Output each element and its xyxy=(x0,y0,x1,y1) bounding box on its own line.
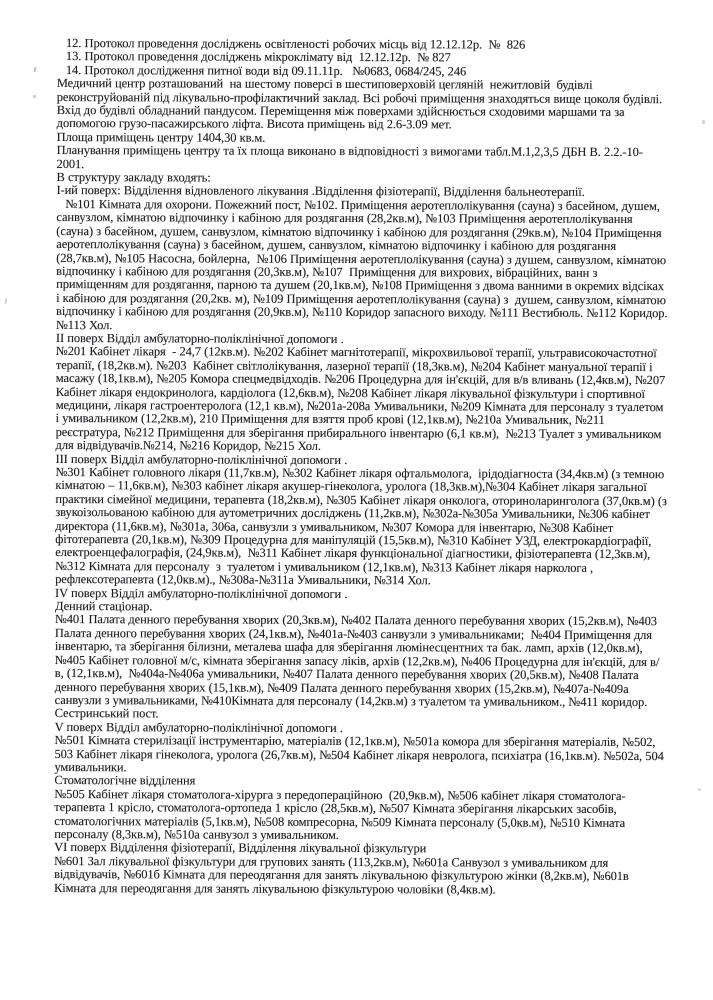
floor-6-heading: VI поверх Відділення фізіотерапії, Відділення лікувальної фізкультури xyxy=(54,840,427,856)
protocol-item-12: 12. Протокол проведення досліджень освітленості робочих місць від 12.12.12р. № 826 xyxy=(65,36,526,52)
document-body xyxy=(54,37,669,897)
building-description: Медичний центр розташований на шестому поверсі в шестиповерховій цегляній нежитловій будівлі реконструйованій під лікувально-профілактичний заклад. Всі робочі приміщення знаходяться вище цоколя будівлі. Вхід до будівлі обладнаний пандусом. Переміщення між поверхами здійснюється сходовими маршами та за допомогою грузо-пасажирського ліфта. Висота приміщень від 2.6-3.09 мет. xyxy=(56,76,666,132)
planning-compliance: Планування приміщень центру та їх площа виконано в відповідності з вимогами табл.М.1,2,3,5 ДБН В. 2.2.-10-2001. xyxy=(56,143,643,171)
dental-rooms: №505 Кабінет лікаря стоматолога-хірурга з передопераційною (20,9кв.м), №506 кабінет лікаря стоматолога-терапевта 1 крісло, стоматолога-ортопеда 1 крісло (28,5кв.м), №507 Кімната зберігання лікарських засобів, стоматологічних матеріалів (5,1кв.м), №508 компресорна, №509 Кімната персоналу (5,0кв.м), №510 Кімната персоналу (8,3кв.м), №510а санвузол з умивальником. xyxy=(54,786,629,842)
scan-speck xyxy=(33,95,36,98)
floor-5-rooms: №501 Кімната стерилізації інструментарію, матеріалів (12,1кв.м), №501а комора для зберігання матеріалів, №502, 503 Кабінет лікаря гінеколога, уролога (26,7кв.м), №504 Кабінет лікаря невролога, психіатра (16,1кв.м). №502а, 504 умивальники. xyxy=(54,733,668,775)
scan-speck xyxy=(702,120,705,124)
floor-6-rooms: №601 Зал лікувальної фізкультури для групових занять (113,2кв.м), №601а Санвузол з умивальником для відвідувачів, №601б Кімната для переодягання для занять лікувальною фізкультурою жінки (8,2кв.м), №601в Кімната для переодягання для занять лікувальною фізкультурою чоловіки (8,4кв.м). xyxy=(54,853,633,897)
day-hospital-heading: Денний стаціонар. xyxy=(54,599,153,614)
floor-3-rooms: №301 Кабінет головного лікаря (11,7кв.м), №302 Кабінет лікаря офтальмолога, ірідодіагноста (34,4кв.м) (з темною кімнатою – 11,6кв.м), №303 кабінет лікаря акушер-гінеколога, уролога (18,3кв.м),№304 Кабінет лікаря загальної практики сімейної медицини, терапевта (18,2кв.м), №305 Кабінет лікаря онколога, оториноларинголога (37,0кв.м) (з звукоізольованою кабіною для аутометричних досліджень (11,2кв.м), №302а-№305а Умивальники, №306 кабінет директора (11,6кв.м), №301а, 306а, санвузли з умивальником, №307 Комора для інвентарю, №308 Кабінет фітотерапевта (20,1кв.м), №309 Процедурна для маніпуляцій (15,5кв.м), №310 Кабінет УЗД, електрокардіографії, електроенцефалографія, (24,9кв.м), №311 Кабінет лікаря функціональної діагностики, фізіотерапевта (12,3кв.м), №312 Кімната для персоналу з туалетом і умивальником (12,1кв.м), №313 Кабінет лікаря нарколога , рефлексотерапевта (12,0кв.м)., №308а-№311а Умивальники, №314 Хол. xyxy=(55,464,671,588)
floor-2-heading: ІІ поверх Відділ амбулаторно-поліклінічної допомоги . xyxy=(55,330,344,346)
floor-1-heading: І-ий поверх: Відділення відновленого лікування .Відділення фізіотерапії, Відділення бальнеотерапії. xyxy=(56,183,585,200)
protocol-item-13: 13. Протокол проведення досліджень мікроклімату від 12.12.12р. № 827 xyxy=(65,49,451,65)
dental-department-heading: Стоматологічне відділення xyxy=(54,773,196,788)
floor-5-heading: V поверх Відділ амбулаторно-поліклінічної допомоги . xyxy=(54,719,343,735)
structure-intro: В структуру закладу входять: xyxy=(56,170,211,185)
floor-4-rooms: №401 Палата денного перебування хворих (20,3кв.м), №402 Палата денного перебування хворих (15,2кв.м), №403 Палата денного перебування хворих (24,1кв.м), №401а-№403 санвузли з умивальниками; №404 Приміщення для інвентарю, та зберігання білизни, металева шафа для зберігання люмінесцентних та бак. ламп, архів (12,0кв.м), №405 Кабінет головної м/с, кімната зберігання запасу ліків, архів (12,2кв.м), №406 Процедурна для ін'єкцій, для в/в, (12,1кв.м), №404а-№406а умивальники, №407 Палата денного перебування хворих (20,5кв.м), №408 Палата денного перебування хворих (15,1кв.м), №409 Палата денного перебування хворих (15,2кв.м), №407а-№409а санвузли з умивальниками, №410Кімната для персоналу (14,2кв.м) з туалетом та умивальником., №411 коридор. Сестринський пост. xyxy=(54,612,661,721)
scan-speck xyxy=(33,67,36,72)
floor-4-heading: IV поверх Відділ амбулаторно-поліклінічної допомоги . xyxy=(55,585,348,601)
floor-2-rooms: №201 Кабінет лікаря - 24,7 (12кв.м). №202 Кабінет магнітотерапії, мікрохвильової терапії, ультрависокочастотної терапії, (18,2кв.м). №203 Кабінет світлолікування, лазерної терапії (18,3кв.м), №204 Кабінет мануальної терапії і масажу (18,1кв.м), №205 Комора спецмедвідходів. №206 Процедурна для ін'єкцій, для в/в вливань (12,4кв.м), №207 Кабінет лікаря ендокринолога, кардіолога (12,6кв.м), №208 Кабінет лікаря лікувальної фізкультури і спортивної медицини, лікаря гастроентеролога (12,1 кв.м), №201а-208а Умивальники, №209 Кімната для персоналу з туалетом і умивальником (12,2кв.м), 210 Приміщення для взяття проб крові (12,1кв.м), №210а Умивальник, №211 реєстратура, №212 Приміщення для зберігання прибирального інвентарю (6,1 кв.м), №213 Туалет з умивальником для відвідувачів.№214, №216 Коридор, №215 Хол. xyxy=(55,344,669,454)
scan-speck xyxy=(4,298,7,304)
protocol-item-14: 14. Протокол дослідження питної води від 09.11.11р. №0683, 0684/245, 246 xyxy=(65,62,467,79)
total-area: Площа приміщень центру 1404,30 кв.м. xyxy=(56,129,266,145)
floor-3-heading: ІІІ поверх Відділ амбулаторно-поліклінічної допомоги . xyxy=(55,451,348,467)
scan-speck xyxy=(698,788,701,791)
floor-1-rooms: №101 Кімната для охорони. Пожежний пост, №102. Приміщення аеротеплолікування (сауна) з басейном, душем, санвузлом, кімнатою відпочинку і кабіною для роздягання (28,2кв.м), №103 Приміщення аеротеплолікування (сауна) з басейном, душем, санвузлом, кімнатою відпочинку і кабіною для роздягання (29кв.м), №104 Приміщення аеротеплолікування (сауна) з басейном, душем, санвузлом, кімнатою відпочинку і кабіною для роздягання (28,7кв.м), №105 Насосна, бойлерна, №106 Приміщення аеротеплолікування (сауна) з душем, санвузлом, кімнатою відпочинку і кабіною для роздягання (20,3кв.м), №107 Приміщення для вихрових, вібраційних, ванн з приміщенням для роздягання, парною та душем (20,1кв.м), №108 Приміщення з двома ванними в окремих відсіках і кабіною для роздягання (20,2кв. м), №109 Приміщення аеротеплолікування (сауна) з душем, санвузлом, кімнатою відпочинку і кабіною для роздягання (20,9кв.м), №110 Коридор запасного виходу. №111 Вестибюль. №112 Коридор. №113 Хол. xyxy=(55,196,671,332)
